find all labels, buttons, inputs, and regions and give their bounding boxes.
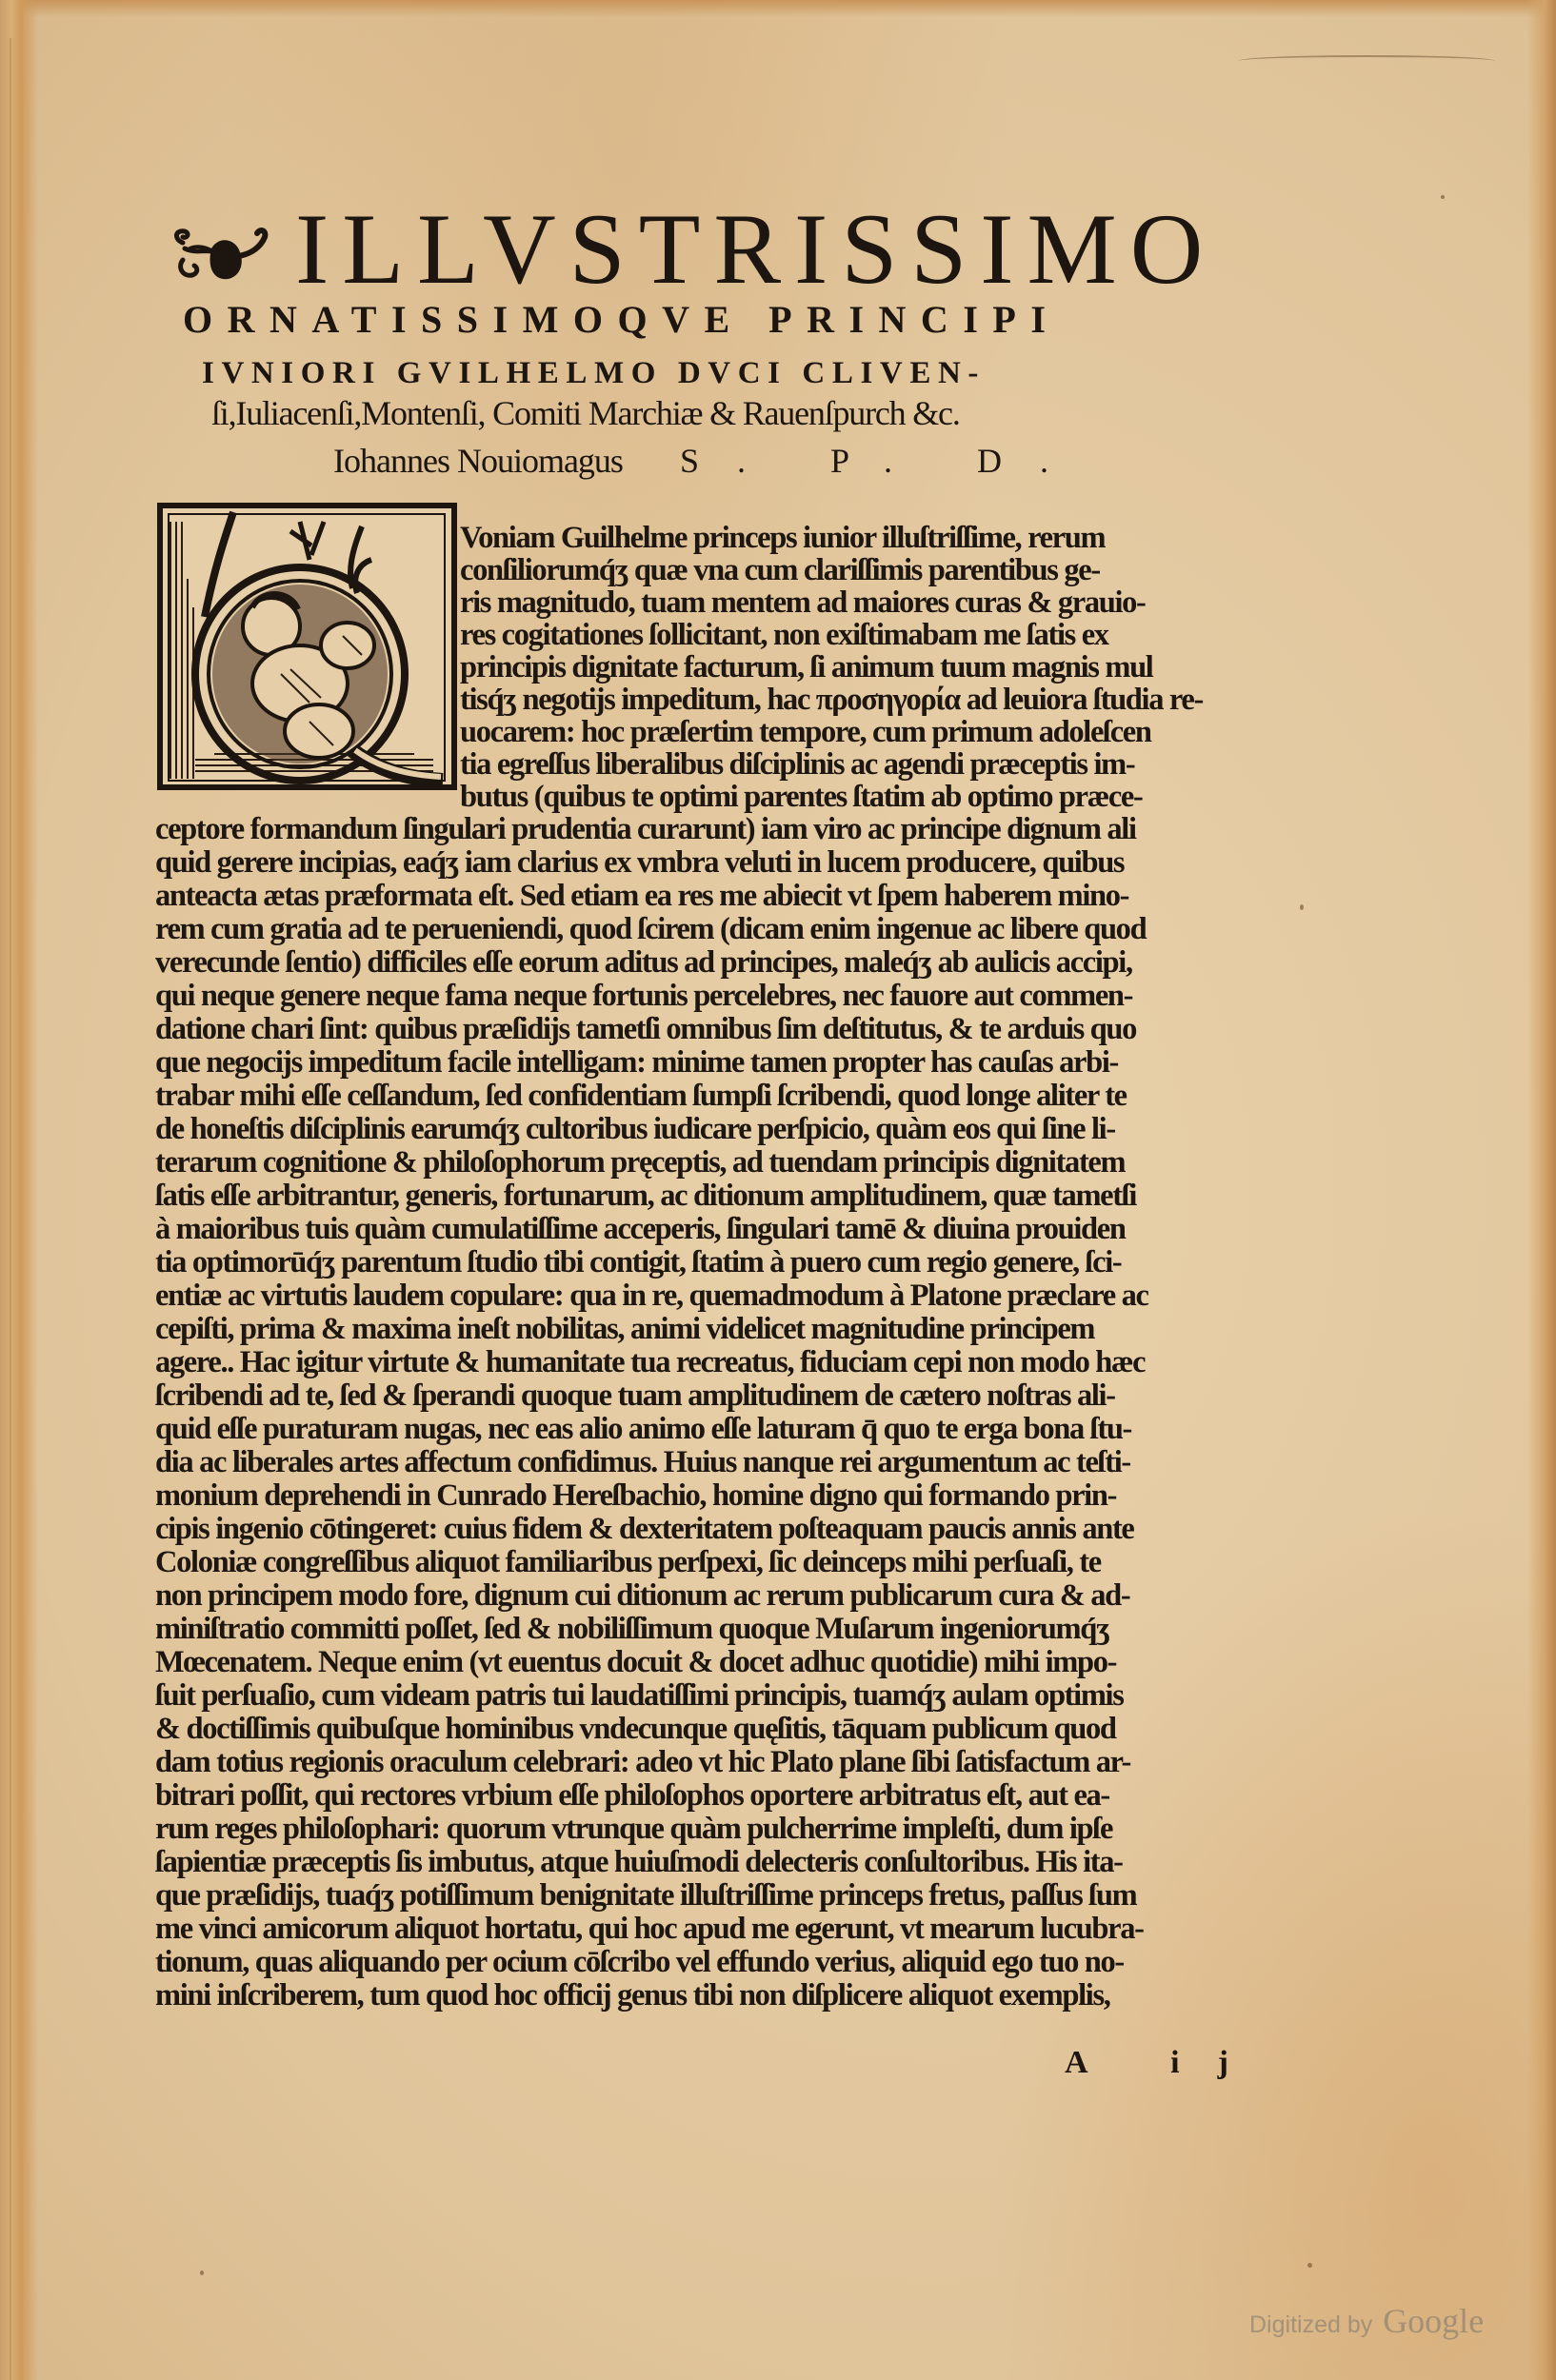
page-top-edge [0,0,1556,17]
text-line: ſapientiæ præceptis ſis imbutus, atque huiuſmodi delecteris conſultoribus. His ita- [155,1845,1123,1879]
text-line: trabar mihi eſſe ceſſandum, ſed confidentiam ſumpſi ſcribendi, quod longe aliter te [155,1079,1127,1113]
page-right-edge [1527,0,1556,2380]
text-line: que negocĳs impeditum facile intelligam: minime tamen propter has cauſas arbi- [155,1045,1118,1080]
text-line: quid eſſe puraturam nugas, nec eas alio animo eſſe laturam q̄ quo te erga bona ſtu- [155,1412,1132,1446]
text-line: principis dignitate facturum, ſi animum tuum magnis mul [460,650,1153,684]
salutation: S. P. D. [679,442,1087,480]
text-line: de honeſtis diſciplinis earumq́ʒ cultoribus iudicare perſpicio, quàm eos qui ſine li- [155,1112,1115,1146]
text-line: Coloniæ congreſſibus aliquot familiaribus perſpexi, ſic deinceps mihi perſuaſi, te [155,1545,1101,1579]
text-line: rem cum gratia ad te perueniendi, quod ſcirem (dicam enim ingenue ac libere quod [155,912,1147,946]
text-line: non principem modo fore, dignum cui ditionum ac rerum publicarum cura & ad- [155,1578,1130,1613]
paper-speck [200,2271,204,2275]
watermark-prefix: Digitized by [1249,2311,1373,2338]
text-line: quid gerere incipias, eaq́ʒ iam clarius ex vmbra veluti in lucem producere, quibus [155,845,1125,880]
fleuron-ornament-icon [170,207,284,273]
text-line: agere.. Hac igitur virtute & humanitate tua recreatus, fiduciam cepi non modo hæc [155,1345,1146,1379]
text-line: tia optimorūq́ʒ parentum ſtudio tibi contigit, ſtatim à puero cum regio genere, ſci- [155,1245,1122,1279]
text-line: Mœcenatem. Neque enim (vt euentus docuit & docet adhuc quotidie) mihi impo- [155,1645,1117,1679]
text-line: qui neque genere neque fama neque fortunis percelebres, nec fauore aut commen- [155,979,1133,1013]
digitized-watermark [1249,2301,1484,2341]
watermark-brand: Google [1383,2302,1485,2340]
text-line: entiæ ac virtutis laudem copulare: qua in re, quemadmodum à Platone præclare ac [155,1279,1148,1313]
text-line: dam totius regionis oraculum celebrari: adeo vt hic Plato plane ſibi ſatisfactum ar- [155,1745,1130,1779]
text-line: tisq́ʒ negotĳs impeditum, hac προσηγορία ad leuiora ſtudia re- [460,683,1203,717]
heading-line-4: ſi,Iuliacenſi,Montenſi, Comiti Marchiæ & Rauenſpurch &c. [211,394,960,432]
text-line: à maioribus tuis quàm cumulatiſſime acceperis, ſingulari tamē & diuina prouiden [155,1212,1126,1246]
text-line: & doctiſſimis quibuſque hominibus vndecunque quęſitis, tāquam publicum quod [155,1712,1116,1746]
text-line: cepiſti, prima & maxima ineſt nobilitas, animi videlicet magnitudine principem [155,1312,1095,1346]
paper-speck [1307,2263,1312,2268]
text-line: datione chari ſint: quibus præſidĳs tametſi omnibus ſim deſtitutus, & te arduis quo [155,1012,1137,1046]
text-line: verecunde ſentio) difficiles eſſe eorum aditus ad principes, maleq́ʒ ab aulicis accipi, [155,945,1132,980]
text-line: ſuit perſuaſio, cum videam patris tui laudatiſſimi principis, tuamq́ʒ aulam optimis [155,1678,1124,1713]
text-line: mini inſcriberem, tum quod hoc officĳ genus tibi non diſplicere aliquot exemplis, [155,1978,1110,2013]
author-name: Iohannes Nouiomagus [333,442,623,480]
signature-mark: A ij [1065,2045,1267,2080]
text-line: anteacta ætas præformata eſt. Sed etiam ea res me abiecit vt ſpem haberem mino- [155,879,1129,913]
text-line: ſcribendi ad te, ſed & ſperandi quoque tuam amplitudinem de cætero noſtras ali- [155,1378,1115,1413]
heading-line-3: IVNIORI GVILHELMO DVCI CLIVEN- [202,356,986,390]
dropcap-woodcut-q-icon [157,503,457,803]
text-line: rum reges philoſophari: quorum vtrunque quàm pulcherrime impleſti, dum ipſe [155,1812,1113,1846]
text-line: tionum, quas aliquando per ocium cōſcribo vel effundo verius, aliquid ego tuo no- [155,1945,1124,1979]
text-line: Voniam Guilhelme princeps iunior illuſtriſſime, rerum [460,521,1106,555]
paper-speck [1441,195,1445,199]
text-line: bitrari poſſit, qui rectores vrbium eſſe philoſophos oportere arbitratus eſt, aut ea- [155,1778,1109,1813]
text-line: dia ac liberales artes affectum confidimus. Huius nanque rei argumentum ac teſti- [155,1445,1130,1479]
text-line: butus (quibus te optimi parentes ſtatim ab optimo præce- [460,780,1143,814]
heading-line-5 [333,440,1190,482]
text-line: conſiliorumq́ʒ quæ vna cum clariſſimis parentibus ge- [460,553,1100,587]
heading-line-1 [170,187,1217,305]
paper-speck [1300,904,1304,910]
page-left-edge [0,0,38,2380]
text-line: ris magnitudo, tuam mentem ad maiores curas & grauio- [460,585,1146,620]
text-line: cipis ingenio cōtingeret: cuius fidem & dexteritatem poſteaquam paucis annis ante [155,1512,1134,1546]
binding-line [10,38,11,2380]
text-line: terarum cognitione & philoſophorum pręceptis, ad tuendam principis dignitatem [155,1145,1126,1180]
text-line: ceptore formandum ſingulari prudentia curarunt) iam viro ac principe dignum ali [155,812,1136,846]
text-line: que præſidĳs, tuaq́ʒ potiſſimum benignitate illuſtriſſime princeps fretus, paſſus ſum [155,1878,1137,1913]
paper-crease [1238,55,1495,67]
text-line: res cogitationes ſollicitant, non exiſtimabam me ſatis ex [460,618,1108,652]
text-line: me vinci amicorum aliquot hortatu, qui hoc apud me egerunt, vt mearum lucubra- [155,1912,1144,1946]
text-line: ſatis eſſe arbitrantur, generis, fortunarum, ac ditionum amplitudinem, quæ tametſi [155,1179,1137,1213]
text-line: miniſtratio committi poſſet, ſed & nobiliſſimum quoque Muſarum ingeniorumq́ʒ [155,1612,1109,1646]
text-line: tia egreſſus liberalibus diſciplinis ac agendi præceptis im- [460,747,1135,782]
heading-title: ILLVSTRISSIMO [295,192,1217,305]
text-line: uocarem: hoc præſertim tempore, cum primum adoleſcen [460,715,1151,749]
text-line: monium deprehendi in Cunrado Hereſbachio, homine digno qui formando prin- [155,1478,1117,1513]
heading-line-2: ORNATISSIMOQVE PRINCIPI [183,298,1061,341]
